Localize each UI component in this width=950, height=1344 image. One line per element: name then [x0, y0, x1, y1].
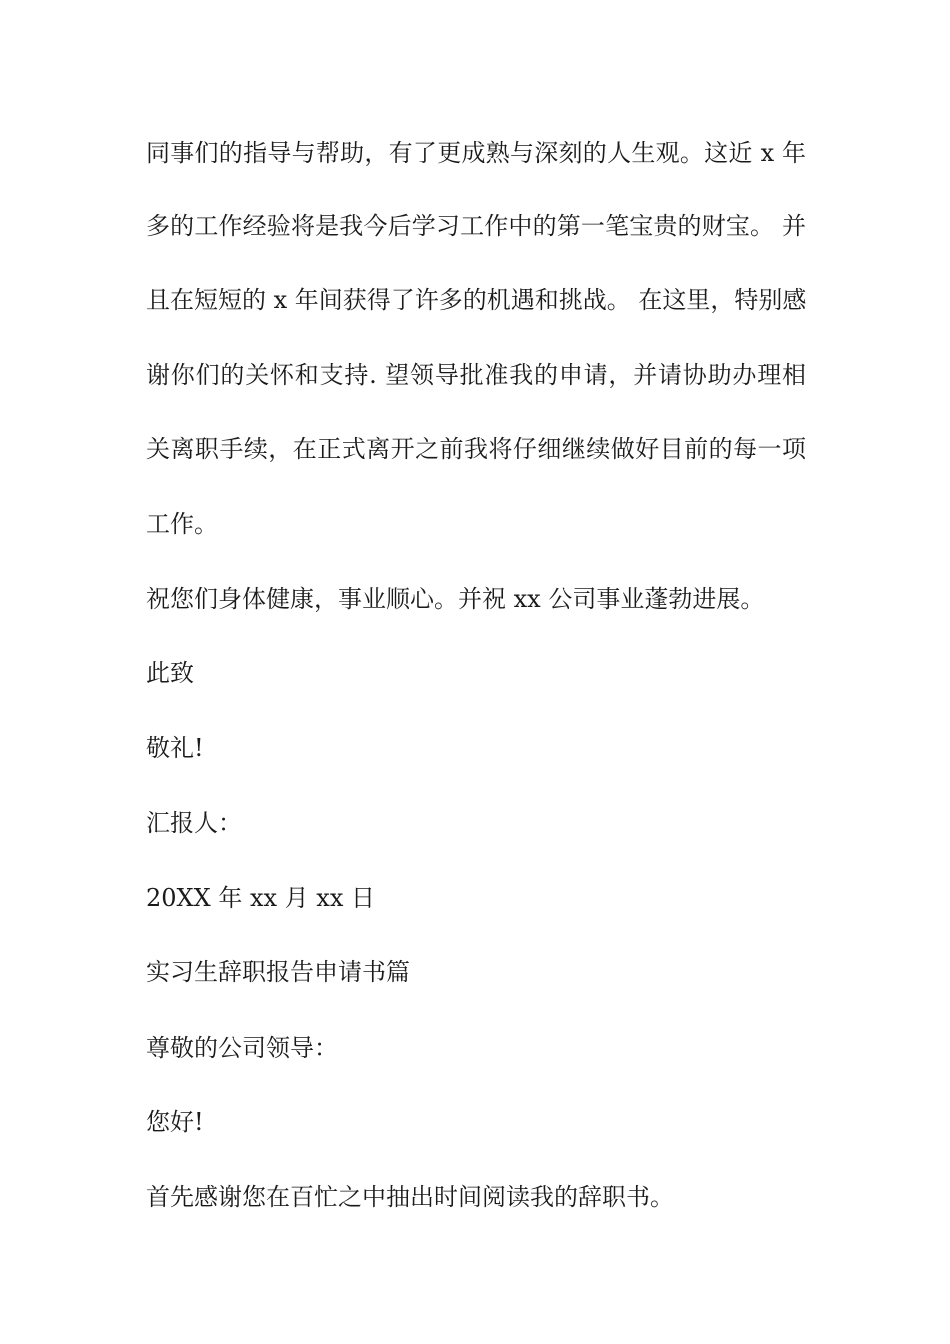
paragraph-line: 关离职手续，在正式离开之前我将仔细继续做好目前的每一项 [146, 435, 806, 463]
reporter-label: 汇报人： [146, 809, 242, 837]
addressee-line: 尊敬的公司领导： [146, 1034, 338, 1062]
paragraph-line: 且在短短的 x 年间获得了许多的机遇和挑战。 在这里，特别感 [146, 286, 806, 314]
paragraph-line: 工作。 [146, 510, 218, 538]
section-title: 实习生辞职报告申请书篇 [146, 958, 410, 986]
date-line: 20XX 年 xx 月 xx 日 [146, 884, 375, 912]
paragraph-line: 首先感谢您在百忙之中抽出时间阅读我的辞职书。 [146, 1183, 674, 1211]
paragraph-line: 谢你们的关怀和支持. 望领导批准我的申请，并请协助办理相 [146, 361, 806, 389]
salutation-line: 此致 [146, 659, 194, 687]
paragraph-line: 多的工作经验将是我今后学习工作中的第一笔宝贵的财宝。 并 [146, 212, 806, 240]
salutation-line: 敬礼! [146, 734, 204, 762]
closing-wish-line: 祝您们身体健康，事业顺心。并祝 xx 公司事业蓬勃进展。 [146, 585, 765, 613]
paragraph-line: 同事们的指导与帮助，有了更成熟与深刻的人生观。这近 x 年 [146, 139, 806, 167]
greeting-line: 您好! [146, 1108, 204, 1136]
